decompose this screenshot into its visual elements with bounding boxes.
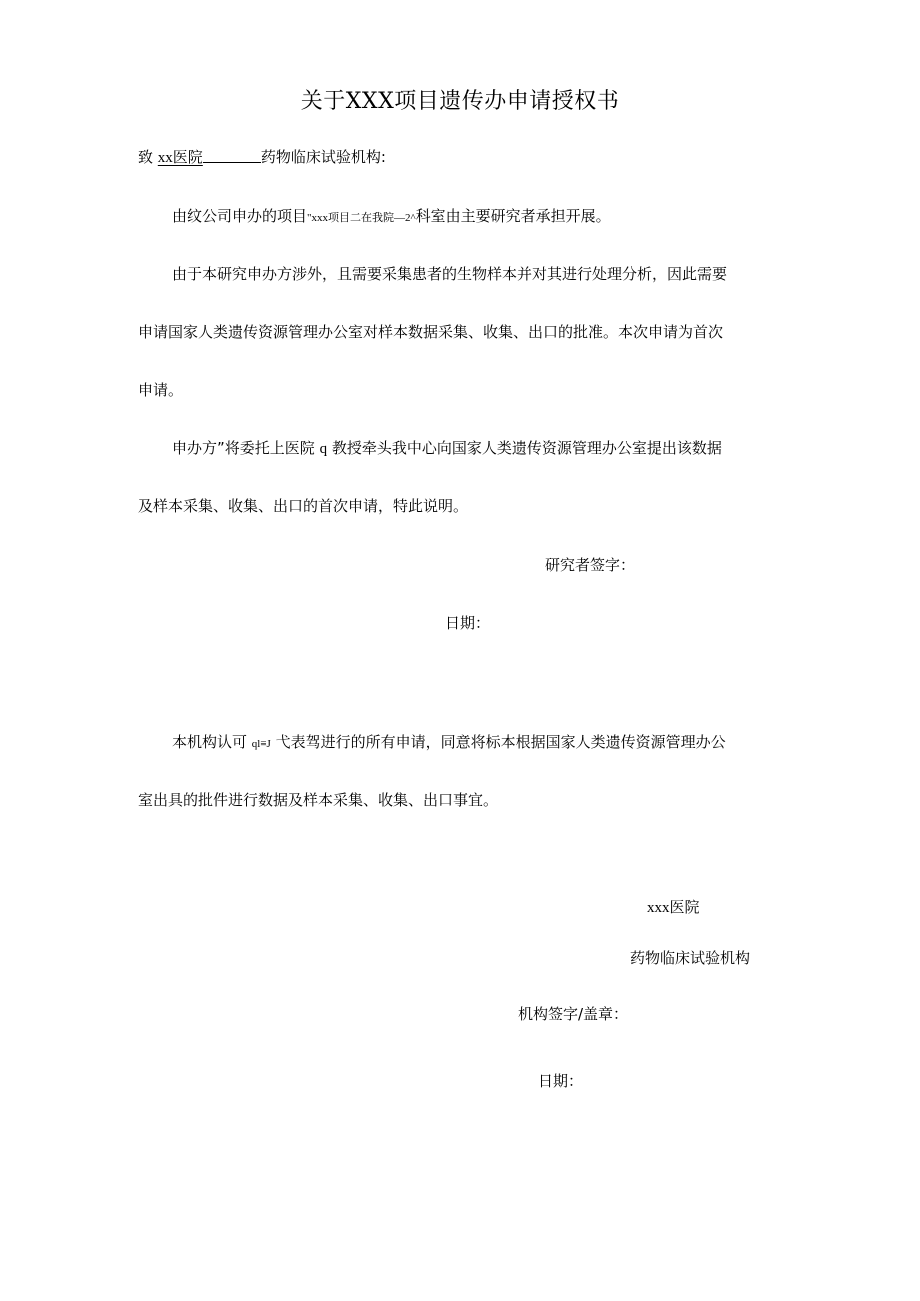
- paragraph-2-line-1: 由于本研究申办方涉外，且需要采集患者的生物样本并对其进行处理分析，因此需要: [172, 265, 728, 283]
- paragraph-4-line-2: 室出具的批件进行数据及样本采集、收集、出口事宜。: [138, 791, 499, 809]
- para1-part-c: 科室由主要研究者承担开展。: [415, 207, 611, 225]
- salutation-hospital: xx医院: [157, 150, 203, 166]
- document-title: 关于XXX项目遗传办申请授权书: [300, 89, 620, 114]
- paragraph-4-line-1: [172, 732, 726, 754]
- para1-project-name: "xxx项目二在我院—2^: [307, 212, 416, 224]
- salutation-prefix: 致: [138, 148, 154, 166]
- date-label-2: 日期：: [538, 1072, 584, 1090]
- para4-part-a: 本机构认可: [172, 733, 248, 751]
- org-institution-name: 药物临床试验机构: [630, 949, 751, 967]
- paragraph-3-line-2: 及样本采集、收集、出口的首次申请，特此说明。: [138, 497, 469, 515]
- org-hospital-name: xxx医院: [647, 900, 700, 916]
- para4-part-c: 弋表驾进行的所有申请，同意将标本根据国家人类遗传资源管理办公: [275, 733, 726, 751]
- salutation: [138, 147, 386, 168]
- date-label-1: 日期：: [445, 614, 491, 632]
- researcher-signature-label: 研究者签字：: [545, 556, 636, 574]
- paragraph-3-line-1: [172, 438, 722, 459]
- paragraph-2-line-3: 申请。: [138, 381, 184, 399]
- org-signature-stamp-label: 机构签字/盖章：: [518, 1005, 629, 1023]
- salutation-suffix: 药物临床试验机构:: [260, 148, 386, 166]
- para3-part-c: 教授牵头我中心向国家人类遗传资源管理办公室提出该数据: [331, 439, 722, 457]
- paragraph-1: [172, 206, 611, 228]
- para1-part-a: 由纹公司申办的项目: [172, 207, 308, 225]
- para3-part-b: q: [319, 441, 328, 457]
- para3-part-a: 申办方”将委托上医院: [172, 439, 315, 457]
- para4-part-b: ql≡J: [251, 738, 271, 750]
- paragraph-2-line-2: 申请国家人类遗传资源管理办公室对样本数据采集、收集、出口的批准。本次申请为首次: [138, 323, 724, 341]
- salutation-blank-line: [203, 148, 261, 163]
